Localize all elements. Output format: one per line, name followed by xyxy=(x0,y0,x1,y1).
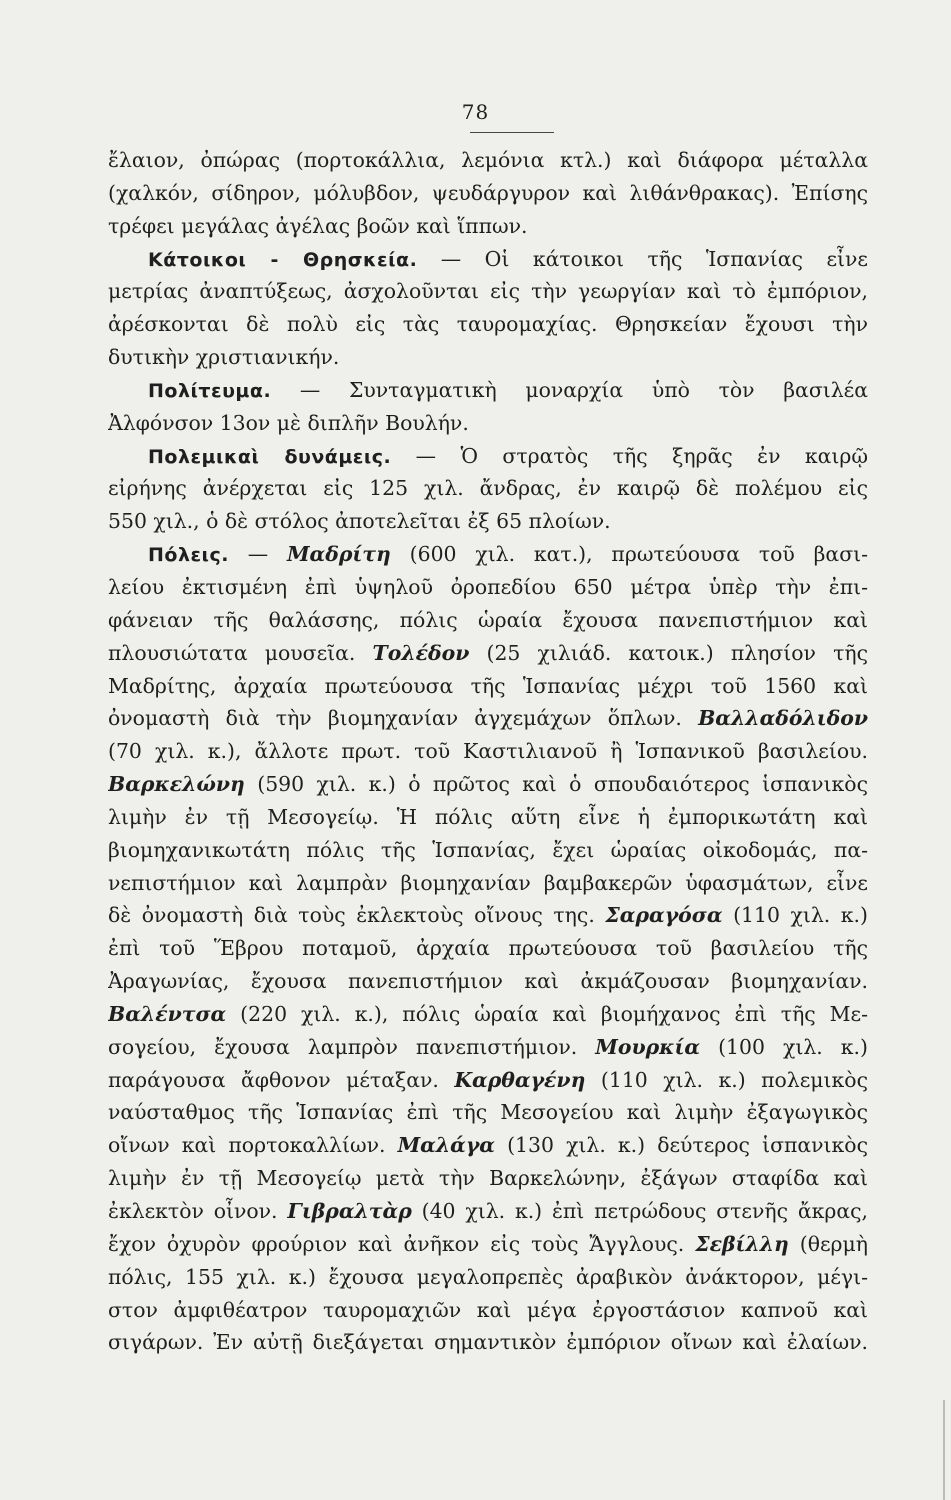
line-text: δὲ ὀνομαστὴ διὰ τοὺς ἐκλεκτοὺς οἴνους της. xyxy=(108,903,606,928)
page-edge-shadow xyxy=(943,1400,945,1500)
city-name: Βαλέντσα xyxy=(108,1001,227,1026)
line-text: παράγουσα ἄφθονον μέταξαν. xyxy=(108,1067,455,1092)
city-name: Μαδρίτη xyxy=(286,542,391,567)
page-body xyxy=(108,144,868,1359)
text-line: ἐπὶ τοῦ Ἕβρου ποταμοῦ, ἀρχαία πρωτεύουσα τοῦ βασιλείου τῆς xyxy=(108,936,868,961)
section-heading: Κάτοικοι - Θρησκεία. xyxy=(148,248,418,271)
text-line: στον ἀμφιθέατρον ταυρομαχιῶν καὶ μέγα ἐργοστάσιον καπνοῦ καὶ xyxy=(108,1297,868,1322)
city-name: Σεβίλλη xyxy=(695,1231,789,1256)
text-line: φάνειαν τῆς θαλάσσης, πόλις ὡραία ἔχουσα πανεπιστήμιον καὶ xyxy=(108,607,868,632)
line-text: — Οἱ κάτοικοι τῆς Ἱσπανίας εἶνε xyxy=(417,246,868,271)
text-line: λιμὴν ἐν τῇ Μεσογείῳ μετὰ τὴν Βαρκελώνην, ἐξάγων σταφίδα καὶ xyxy=(108,1166,868,1191)
text-line: λείου ἐκτισμένη ἐπὶ ὑψηλοῦ ὀροπεδίου 650 μέτρα ὑπὲρ τὴν ἐπι- xyxy=(108,574,868,599)
city-name: Τολέδον xyxy=(372,640,470,665)
text-line xyxy=(108,998,868,1031)
line-text: — xyxy=(228,542,287,567)
line-text: (590 χιλ. κ.) ὁ πρῶτος καὶ ὁ σπουδαιότερος ἱσπανικὸς xyxy=(244,772,868,797)
text-line xyxy=(108,1064,868,1097)
line-text: (θερμὴ xyxy=(788,1231,868,1256)
section-heading: Πόλεις. xyxy=(148,544,229,567)
text-line: λιμὴν ἐν τῇ Μεσογείῳ. Ἡ πόλις αὕτη εἶνε ἡ ἐμπορικωτάτη καὶ xyxy=(108,804,868,829)
text-line xyxy=(108,702,868,735)
text-line xyxy=(108,637,868,670)
city-name: Σαραγόσα xyxy=(605,903,723,928)
text-line: (χαλκόν, σίδηρον, μόλυβδον, ψευδάργυρον καὶ λιθάνθρακας). Ἐπίσης xyxy=(108,180,868,205)
city-name: Γιβραλτὰρ xyxy=(287,1199,412,1223)
line-text: (110 χιλ. κ.) πολεμικὸς xyxy=(585,1067,868,1092)
text-line xyxy=(108,768,868,801)
header-rule xyxy=(470,132,554,133)
city-name: Βαλλαδόλιδον xyxy=(698,706,868,731)
text-line xyxy=(108,1195,868,1228)
line-text: (25 χιλιάδ. κατοικ.) πλησίον τῆς xyxy=(469,640,868,665)
page-number: 78 xyxy=(461,100,490,124)
section-heading: Πολίτευμα. xyxy=(148,379,272,402)
text-line: βιομηχανικωτάτη πόλις τῆς Ἱσπανίας, ἔχει ὡραίας οἰκοδομάς, πα- xyxy=(108,837,868,862)
line-text: οἴνων καὶ πορτοκαλλίων. xyxy=(108,1133,398,1158)
city-name: Μαλάγα xyxy=(397,1133,495,1158)
city-name: Βαρκελώνη xyxy=(108,772,245,797)
text-line: ἀρέσκονται δὲ πολὺ εἰς τὰς ταυρομαχίας. Θρησκείαν ἔχουσι τὴν xyxy=(108,312,868,337)
line-text: ἔχον ὀχυρὸν φρούριον καὶ ἀνῆκον εἰς τοὺς Ἄγγλους. xyxy=(108,1231,696,1256)
line-text: (220 χιλ. κ.), πόλις ὡραία καὶ βιομήχανος ἐπὶ τῆς Με- xyxy=(226,1001,868,1026)
line-text: (110 χιλ. κ.) xyxy=(722,903,868,928)
line-text: (600 χιλ. κατ.), πρωτεύουσα τοῦ βασι- xyxy=(390,542,868,567)
text-line: 550 χιλ., ὁ δὲ στόλος ἀποτελεῖται ἐξ 65 πλοίων. xyxy=(108,509,611,534)
line-text: (40 χιλ. κ.) ἐπὶ πετρώδους στενῆς ἄκρας, xyxy=(411,1199,868,1223)
text-line xyxy=(108,538,868,571)
line-text: (130 χιλ. κ.) δεύτερος ἱσπανικὸς xyxy=(495,1133,868,1158)
line-text: ὀνομαστὴ διὰ τὴν βιομηχανίαν ἀγχεμάχων ὅπλων. xyxy=(108,706,699,731)
text-line: Μαδρίτης, ἀρχαία πρωτεύουσα τῆς Ἱσπανίας μέχρι τοῦ 1560 καὶ xyxy=(108,673,868,698)
text-line xyxy=(108,899,868,932)
text-line: ἔλαιον, ὀπώρας (πορτοκάλλια, λεμόνια κτλ.) καὶ διάφορα μέταλλα xyxy=(108,148,868,172)
section-heading: Πολεμικαὶ δυνάμεις. xyxy=(148,445,392,468)
line-text: (100 χιλ. κ.) xyxy=(700,1034,868,1059)
city-name: Καρθαγένη xyxy=(454,1067,586,1092)
text-line: δυτικὴν χριστιανικήν. xyxy=(108,345,340,370)
line-text: — Ὁ στρατὸς τῆς ξηρᾶς ἐν καιρῷ xyxy=(391,443,868,468)
text-line xyxy=(108,243,868,276)
text-line: Ἀλφόνσον 13ον μὲ διπλῆν Βουλήν. xyxy=(108,410,469,435)
line-text: — Συνταγματικὴ μοναρχία ὑπὸ τὸν βασιλέα xyxy=(271,377,868,402)
text-line: τρέφει μεγάλας ἀγέλας βοῶν καὶ ἵππων. xyxy=(108,213,528,238)
text-line xyxy=(108,440,868,473)
text-line xyxy=(108,1129,868,1162)
text-line: μετρίας ἀναπτύξεως, ἀσχολοῦνται εἰς τὴν γεωργίαν καὶ τὸ ἐμπόριον, xyxy=(108,279,868,304)
city-name: Μουρκία xyxy=(595,1034,701,1059)
text-line xyxy=(108,1031,868,1064)
text-line: εἰρήνης ἀνέρχεται εἰς 125 χιλ. ἄνδρας, ἐν καιρῷ δὲ πολέμου εἰς xyxy=(108,476,868,501)
line-text: ἐκλεκτὸν οἶνον. xyxy=(108,1199,288,1223)
text-line: (70 χιλ. κ.), ἄλλοτε πρωτ. τοῦ Καστιλιανοῦ ἢ Ἱσπανικοῦ βασιλείου. xyxy=(108,739,868,764)
text-line: πόλις, 155 χιλ. κ.) ἔχουσα μεγαλοπρεπὲς ἀραβικὸν ἀνάκτορον, μέγι- xyxy=(108,1264,868,1289)
line-text: πλουσιώτατα μουσεῖα. xyxy=(108,640,373,665)
text-line: Ἀραγωνίας, ἔχουσα πανεπιστήμιον καὶ ἀκμάζουσαν βιομηχανίαν. xyxy=(108,969,868,994)
text-line: ναύσταθμος τῆς Ἱσπανίας ἐπὶ τῆς Μεσογείου καὶ λιμὴν ἐξαγωγικὸς xyxy=(108,1100,868,1125)
line-text: σογείου, ἔχουσα λαμπρὸν πανεπιστήμιον. xyxy=(108,1034,596,1059)
text-line xyxy=(108,1228,868,1261)
text-line: σιγάρων. Ἐν αὐτῇ διεξάγεται σημαντικὸν ἐμπόριον οἴνων καὶ ἐλαίων. xyxy=(108,1330,868,1355)
text-line: νεπιστήμιον καὶ λαμπρὰν βιομηχανίαν βαμβακερῶν ὑφασμάτων, εἶνε xyxy=(108,870,868,895)
text-line xyxy=(108,374,868,407)
